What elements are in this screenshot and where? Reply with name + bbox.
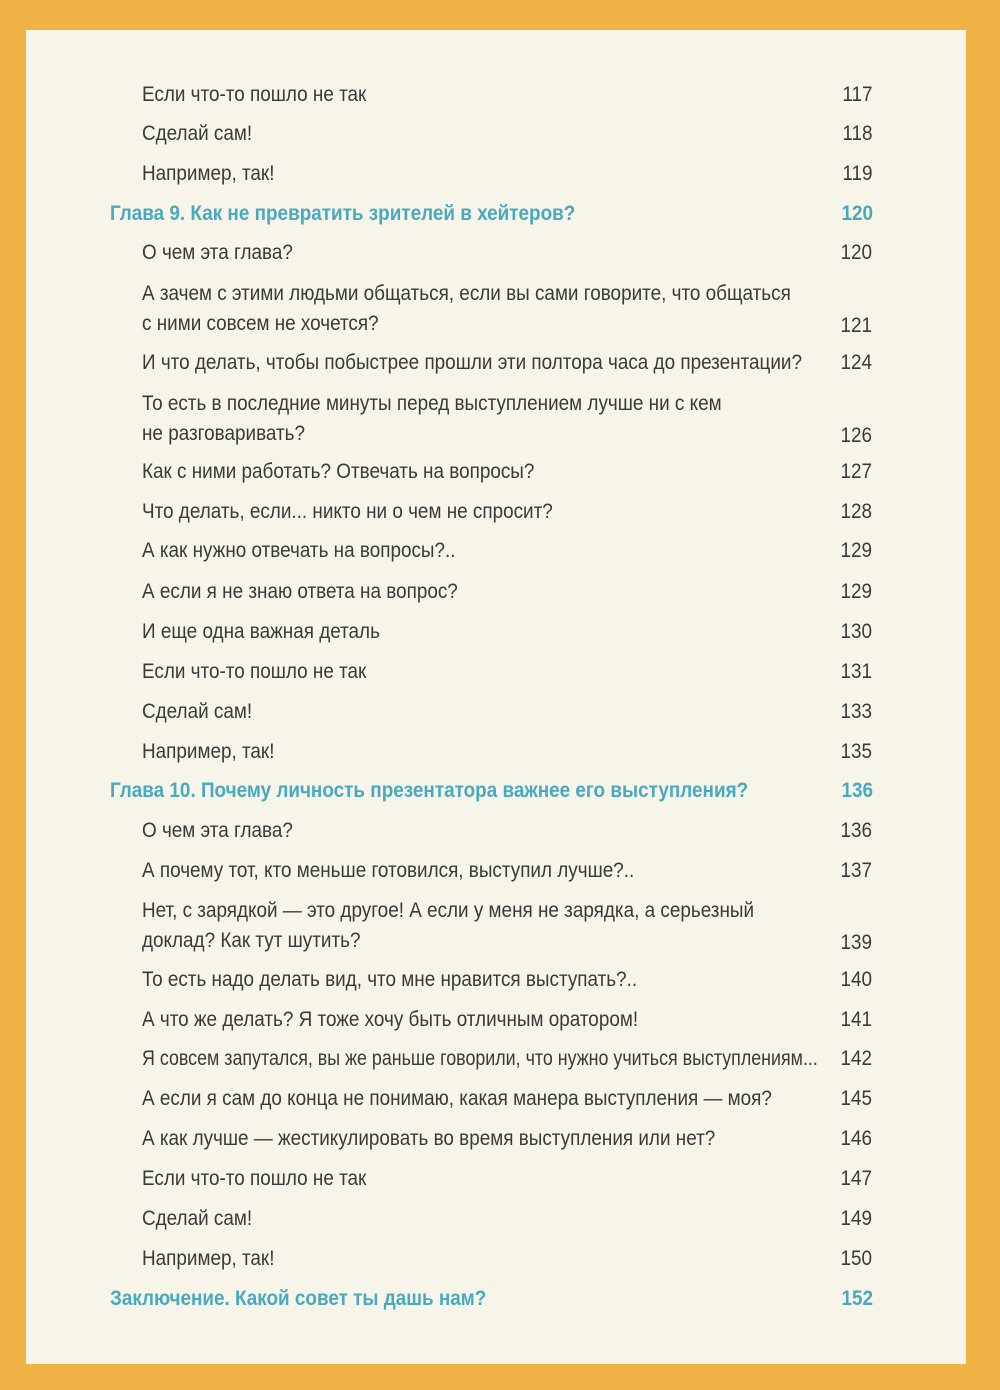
toc-entry-title: О чем эта глава? [142,241,293,264]
toc-entry-title: О чем эта глава? [142,819,293,842]
toc-entry-title: Как с ними работать? Отвечать на вопросы? [142,460,535,483]
toc-entry-page: 135 [840,740,872,763]
toc-entry-title: И еще одна важная деталь [142,620,380,643]
toc-entry [142,279,872,341]
toc-chapter-page: 152 [841,1287,873,1310]
toc-chapter-page: 120 [841,202,873,225]
toc-entry-page: 130 [840,620,872,643]
toc-entry-page: 147 [840,1167,872,1190]
toc-entry-page: 120 [840,241,872,264]
toc-entry-page: 146 [840,1127,872,1150]
toc-entry-page: 133 [840,700,872,723]
toc-entry-page: 149 [840,1207,872,1230]
toc-entry-title: А как нужно отвечать на вопросы?.. [142,539,456,562]
book-page [26,30,966,1364]
toc-entry-page: 142 [840,1047,872,1070]
toc-entry-page: 137 [840,859,872,882]
toc-entry [142,389,872,451]
toc-entry-title [142,389,790,449]
toc-entry-page: 145 [840,1087,872,1110]
toc-entry-title: Сделай сам! [142,122,253,145]
toc-entry-page: 118 [841,122,872,145]
toc-entry-title: А что же делать? Я тоже хочу быть отличным оратором! [142,1008,639,1031]
toc-entry-page: 129 [840,580,872,603]
toc-entry-title: Если что-то пошло не так [142,83,367,106]
toc-chapter-title: Глава 10. Почему личность презентатора важнее его выступления? [110,779,749,802]
toc-entry-page: 129 [840,539,872,562]
toc-entry-title-line: доклад? Как тут шутить? [142,929,361,952]
toc-chapter-page: 136 [841,779,873,802]
toc-entry-title: Что делать, если... никто ни о чем не спросит? [142,500,553,523]
toc-entry-title: Я совсем запутался, вы же раньше говорили, что нужно учиться выступлениям... [142,1047,818,1070]
toc-entry-title: Сделай сам! [142,1207,253,1230]
toc-chapter-title: Глава 9. Как не превратить зрителей в хейтеров? [110,202,576,225]
toc-entry-title: Если что-то пошло не так [142,1167,367,1190]
toc-entry-title: То есть надо делать вид, что мне нравится выступать?.. [142,968,638,991]
toc-entry-title [142,896,790,956]
toc-entry-title-line: Нет, с зарядкой — это другое! А если у меня не зарядка, а серьезный [142,899,755,922]
toc-entry-page: 128 [840,500,872,523]
toc-entry-title: Например, так! [142,740,275,763]
toc-entry-page: 140 [840,968,872,991]
toc-entry-title-line: не разговаривать? [142,422,306,445]
toc-entry-page: 126 [840,424,872,447]
toc-entry-title-line: с ними совсем не хочется? [142,312,379,335]
toc-entry-title-line: То есть в последние минуты перед выступлением лучше ни с кем [142,392,722,415]
toc-chapter-title: Заключение. Какой совет ты дашь нам? [110,1287,487,1310]
toc-entry-title: Например, так! [142,1247,275,1270]
toc-entry-title: А если я не знаю ответа на вопрос? [142,580,458,603]
toc-entry-title [142,279,790,339]
toc-entry-title: А как лучше — жестикулировать во время выступления или нет? [142,1127,716,1150]
toc-entry-page: 139 [840,931,872,954]
toc-entry-page: 119 [841,162,872,185]
toc-entry-page: 127 [840,460,872,483]
toc-entry-title: А почему тот, кто меньше готовился, выступил лучше?.. [142,859,635,882]
toc-entry-title: Сделай сам! [142,700,253,723]
toc-entry-page: 141 [840,1008,872,1031]
toc-entry [142,896,872,958]
toc-entry-page: 121 [840,314,872,337]
toc-entry-page: 124 [840,351,872,374]
toc-entry-page: 150 [840,1247,872,1270]
toc-entry-title-line: А зачем с этими людьми общаться, если вы сами говорите, что общаться [142,282,791,305]
toc-entry-title: Если что-то пошло не так [142,660,367,683]
toc-entry-page: 117 [841,83,872,106]
toc-entry-title: Например, так! [142,162,275,185]
toc-entry-title: А если я сам до конца не понимаю, какая манера выступления — моя? [142,1087,772,1110]
toc-entry-page: 131 [840,660,872,683]
toc-entry-page: 136 [840,819,872,842]
toc-entry-title: И что делать, чтобы побыстрее прошли эти полтора часа до презентации? [142,351,802,374]
